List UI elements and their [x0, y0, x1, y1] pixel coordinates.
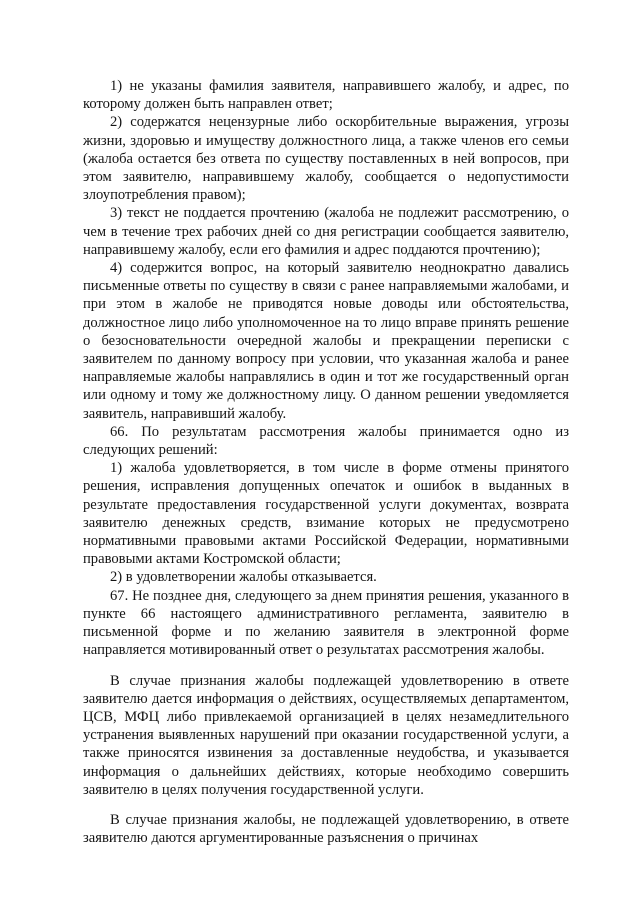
- item-1-no-name-address: 1) не указаны фамилия заявителя, направившего жалобу, и адрес, по которому должен быть направлен ответ;: [83, 78, 569, 113]
- clause-66: 66. По результатам рассмотрения жалобы принимается одно из следующих решений:: [83, 423, 569, 459]
- paragraph-complaint-satisfied: В случае признания жалобы подлежащей удовлетворению в ответе заявителю дается информация о действиях, осуществляемых департаментом, ЦСВ, МФЦ либо привлекаемой организацией в целях незамедлительного устранения выявленных нарушений при оказании государственной услуги, а также приносятся извинения за доставленные неудобства, и указывается информация о дальнейших действиях, которые необходимо совершить заявителю в целях получения государственной услуги.: [83, 672, 569, 798]
- clause-66-item-1: 1) жалоба удовлетворяется, в том числе в форме отмены принятого решения, исправления допущенных опечаток и ошибок в выданных в результате предоставления государственной услуги документах, возврата заявителю денежных средств, взимание которых не предусмотрено нормативными правовыми актами Российской Федерации, нормативными правовыми актами Костромской области;: [83, 460, 569, 568]
- item-3-unreadable-text: 3) текст не поддается прочтению (жалоба не подлежит рассмотрению, о чем в течение трех рабочих дней со дня регистрации сообщается заявителю, направившему жалобу, если его фамилия и адрес поддаются прочтению);: [83, 205, 569, 258]
- document-body: [83, 77, 569, 847]
- clause-66-item-2: 2) в удовлетворении жалобы отказывается.: [110, 569, 377, 586]
- paragraph-complaint-rejected: В случае признания жалобы, не подлежащей удовлетворению, в ответе заявителю даются аргументированные разъяснения о причинах: [83, 811, 569, 847]
- item-2-offensive-language: 2) содержатся нецензурные либо оскорбительные выражения, угрозы жизни, здоровью и имуществу должностного лица, а также членов его семьи (жалоба остается без ответа по существу поставленных в ней вопросов, при этом заявителю, направившему жалобу, сообщается о недопустимости злоупотребления правом);: [83, 114, 569, 204]
- item-4-repeated-question: 4) содержится вопрос, на который заявителю неоднократно давались письменные ответы по существу в связи с ранее направляемыми жалобами, и при этом в жалобе не приводятся новые доводы или обстоятельства, должностное лицо либо уполномоченное на то лицо вправе принять решение о безосновательности очередной жалобы и прекращении переписки с заявителем по данному вопросу при условии, что указанная жалоба и ранее направляемые жалобы направлялись в один и тот же государственный орган или одному и тому же должностному лицу. О данном решении уведомляется заявитель, направивший жалобу.: [83, 260, 569, 422]
- clause-67: 67. Не позднее дня, следующего за днем принятия решения, указанного в пункте 66 настоящего административного регламента, заявителю в письменной форме и по желанию заявителя в электронной форме направляется мотивированный ответ о результатах рассмотрения жалобы.: [83, 587, 569, 659]
